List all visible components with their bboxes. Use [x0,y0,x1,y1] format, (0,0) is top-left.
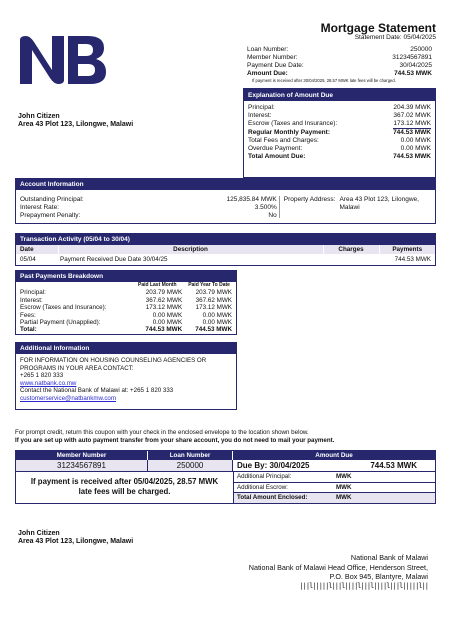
payment-coupon [15,450,436,504]
coupon-member-number: 31234567891 [16,460,148,471]
bank-website-link[interactable]: www.natbank.co.mw [20,379,77,387]
borrower-name: John Citizen [18,113,60,120]
bank-office: National Bank of Malawi Head Office, Henderson Street, [248,562,428,572]
explanation-row: Escrow (Taxes and Insurance): 173.12 MWK [248,120,431,127]
statement-title: Mortgage Statement [320,21,436,35]
explanation-row: Total Fees and Charges: 0.00 MWK [248,137,431,144]
transaction-title: Transaction Activity (05/04 to 30/04) [16,234,435,245]
statement-date: Statement Date: 05/04/2025 [354,34,436,41]
explanation-row: Overdue Payment: 0.00 MWK [248,145,431,152]
past-payments-box [15,270,237,335]
past-payments-total-row: Total: 744.53 MWK 744.53 MWK [20,326,232,334]
table-row: Escrow (Taxes and Insurance): 173.12 MWK 173.12 MWK [20,304,232,312]
table-row: Fees: 0.00 MWK 0.00 MWK [20,311,232,319]
table-row: Interest: 367.62 MWK 367.62 MWK [20,296,232,304]
customer-service-email-link[interactable]: customerservice@natbankmw.com [20,394,117,402]
total-amount-enclosed-field[interactable]: Total Amount Enclosed: MWK [234,493,435,503]
summary-row: Loan Number: 250000 [247,46,432,53]
borrower-address: Area 43 Plot 123, Lilongwe, Malawi [18,121,134,128]
bank-po-box: P.O. Box 945, Blantyre, Malawi [329,572,428,581]
account-row: Interest Rate: 3.500% [20,204,277,211]
explanation-box [243,88,436,178]
coupon-instruction: For prompt credit, return this coupon with your check in the enclosed envelope to the location shown below. [15,429,309,436]
transaction-box [15,233,436,266]
mail-from-name: John Citizen [18,530,60,537]
table-row: Principal: 203.79 MWK 203.79 MWK [20,289,232,297]
table-row: Partial Payment (Unapplied): 0.00 MWK 0.00 MWK [20,319,232,327]
additional-info-title: Additional Information [16,343,236,354]
bank-name: National Bank of Malawi [350,553,428,562]
summary-row: Member Number: 31234567891 [247,54,432,61]
coupon-header-row: Member Number Loan Number Amount Due [16,451,435,460]
past-payments-title: Past Payments Breakdown [16,271,236,282]
property-value: Area 43 Plot 123, Lilongwe, Malawi [339,196,419,211]
counseling-text: FOR INFORMATION ON HOUSING COUNSELING AGENCIES OR PROGRAMS IN YOUR AREA CONTACT: [20,357,207,372]
account-row: Outstanding Principal: 125,835.84 MWK [20,196,277,203]
summary-box [243,45,436,85]
explanation-row: Regular Monthly Payment: 744.53 MWK [248,129,431,136]
account-box [15,178,436,224]
postal-barcode: |||l|||||l|||l||||l|||l||||l|||l|||||l|| [299,581,428,590]
explanation-row: Interest: 367.02 MWK [248,112,431,119]
explanation-title: Explanation of Amount Due [244,89,435,101]
table-row: 05/04 Payment Received Due Date 30/04/25 744.53 MWK [20,256,431,263]
summary-row: Payment Due Date: 30/04/2025 [247,62,432,69]
bank-logo [18,34,106,86]
bank-contact-text: Contact the National Bank of Malawi at: +265 1 820 333 [20,387,174,395]
explanation-total: Total Amount Due: 744.53 MWK [248,153,431,160]
mail-from-address: Area 43 Plot 123, Lilongwe, Malawi [18,538,134,545]
explanation-row: Principal: 204.39 MWK [248,104,431,111]
coupon-amount-due: Due By: 30/04/2025 744.53 MWK [237,461,417,470]
additional-escrow-field[interactable]: Additional Escrow: MWK [234,483,435,494]
coupon-late-warning: If payment is received after 05/04/2025, 28.57 MWK late fees will be charged. [16,471,233,503]
coupon-loan-number: 250000 [148,460,233,471]
additional-principal-field[interactable]: Additional Principal: MWK [234,472,435,483]
counseling-phone: +265 1 820 333 [20,372,64,380]
transaction-header-row: Date Description Charges Payments [16,245,435,254]
coupon-auto-pay-note: If you are set up with auto payment transfer from your share account, you do not need to mail your payment. [15,437,335,444]
late-fee-note: If payment is received after 30/04/2025, 28.57 MWK late fees will be charged. [252,78,396,83]
past-payments-header-row: Paid Last Month Paid Year To Date [138,282,230,288]
account-title: Account Information [16,179,435,190]
property-label: Property Address: [283,196,336,203]
mail-to-address [249,553,428,591]
summary-amount-due: Amount Due: 744.53 MWK [247,70,432,77]
account-row: Prepayment Penalty: No [20,212,277,219]
additional-info-box [15,342,237,410]
